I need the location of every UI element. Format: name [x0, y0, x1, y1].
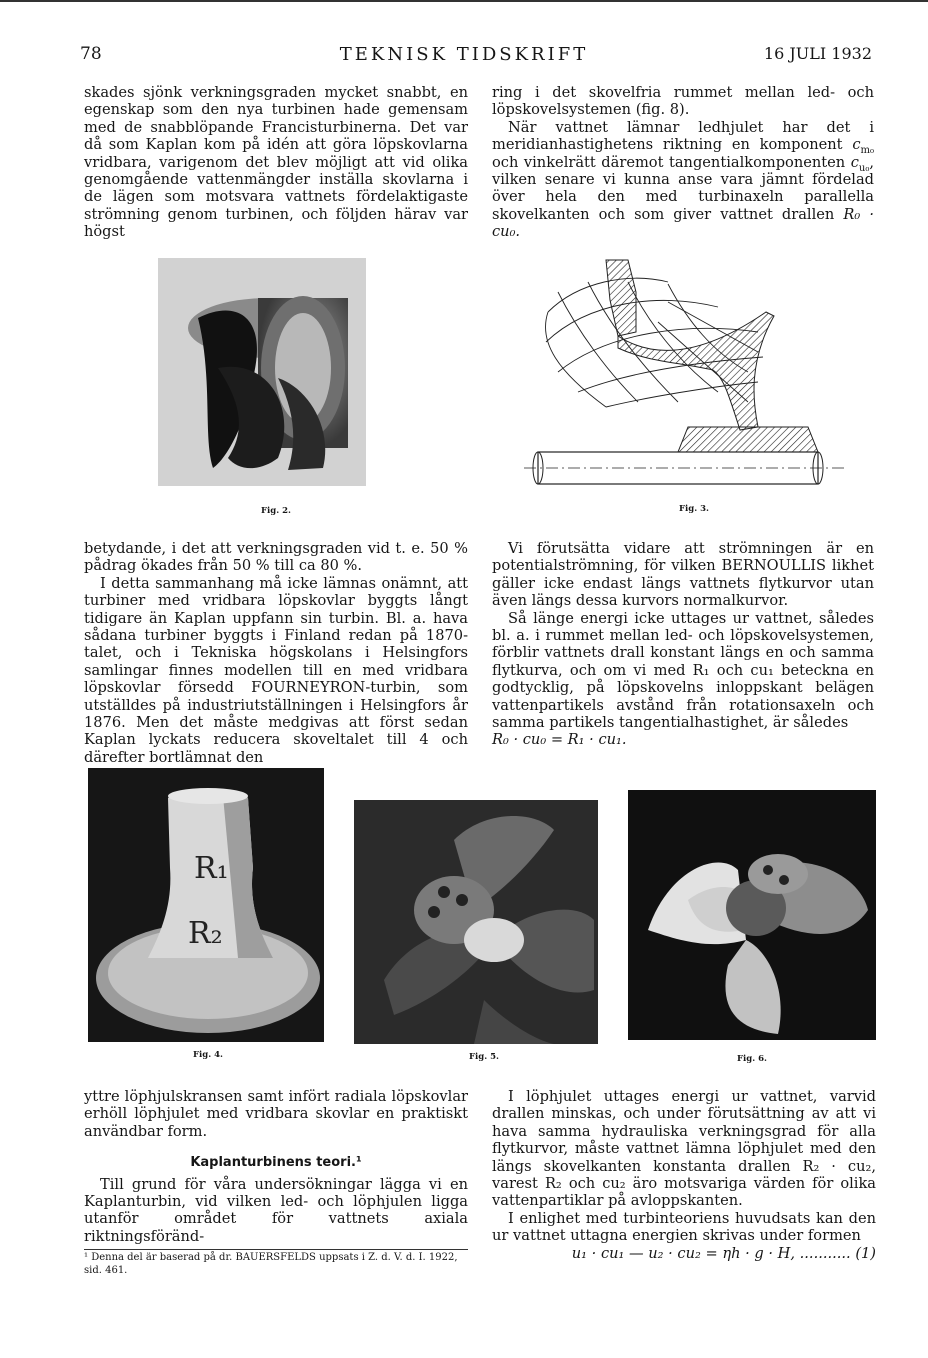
paragraph: Så länge energi icke uttages ur vattnet, således bl. a. i rummet mellan led- och löpskovelsystemen, förblir vattnets drall konstant längs en och samma flytkurva, och om vi med R₁ och cu₁ beteckna en godtycklig, på löpskovelns inloppskant belägen vattenpartikels avstånd från rotationsaxeln och samma partikels tangentialhastighet, är således: [492, 609, 874, 732]
section-heading: Kaplanturbinens teori.¹: [190, 1155, 362, 1171]
fig2-caption: Fig. 2.: [261, 506, 291, 516]
paragraph: yttre löphjulskransen samt infört radiala löpskovlar erhöll löphjulet med vridbara skovlar en praktiskt användbar form.: [84, 1088, 468, 1140]
fig2-photo: [158, 258, 366, 486]
right-column-top: [492, 84, 874, 241]
fig4-label-r1: R₁: [194, 851, 229, 886]
fig4-runner-hub-image: [88, 768, 324, 1042]
left-column-bottom: [84, 1088, 468, 1277]
paragraph: ring i det skovelfria rummet mellan led- och löpskovelsystemen (fig. 8).: [492, 84, 874, 119]
fig3-caption: Fig. 3.: [679, 504, 709, 514]
fig3-turbine-section-drawing: [518, 252, 848, 494]
page-top-rule: [0, 0, 928, 2]
paragraph: skades sjönk verkningsgraden mycket snabbt, en egenskap som den nya turbinen hade gemensam med de snabblöpande Francisturbinerna. Det var då som Kaplan kom på idén att göra löpskovlarna vridbara, varigenom det blev möjligt att vid olika genomgående vattenmängder inställa skovlarna i de lägen som motsvara vattnets fördelaktigaste strömning genom turbinen, och följden härav var högst: [84, 84, 468, 241]
equation-1: u₁ · cu₁ — u₂ · cu₂ = ηh · g · H, ........... (1): [571, 1244, 876, 1262]
fig5-runner-blades-image: [354, 800, 598, 1044]
formula: R₀ · cu₀ = R₁ · cu₁.: [492, 731, 627, 749]
fig5-caption: Fig. 5.: [469, 1052, 499, 1062]
footnote: ¹ Denna del är baserad på dr. BAUERSFELDS uppsats i Z. d. V. d. I. 1922, sid. 461.: [84, 1249, 468, 1277]
right-column-bottom: [492, 1088, 876, 1262]
fig4-photo: [88, 768, 324, 1042]
right-column-middle: [492, 540, 874, 749]
journal-title: TEKNISK TIDSKRIFT: [339, 44, 589, 65]
fig3-diagram: [518, 252, 848, 494]
fig4-caption: Fig. 4.: [193, 1050, 223, 1060]
paragraph: När vattnet lämnar ledhjulet har det i meridianhastighetens riktning en komponent $c_{m_0}$ och vinkelrätt däremot tangentialkomponenten $c_{u_0}$, vilken senare vi kunna anse vara jämnt fördelad över hela den med turbinaxeln parallella skovelkanten och som giver vattnet drallen R₀ · cu₀.: [492, 118, 875, 241]
paragraph: Vi förutsätta vidare att strömningen är en potentialströmning, för vilken BERNOULLIS likhet gäller icke endast längs vattnets flytkurvor utan även längs dessa kurvors normalkurvor.: [492, 540, 874, 610]
issue-date: 16 JULI 1932: [763, 44, 872, 63]
fig4-label-r2: R₂: [188, 916, 223, 951]
left-column-top: [84, 84, 468, 241]
paragraph: Till grund för våra undersökningar lägga vi en Kaplanturbin, vid vilken led- och löphjulen ligga utanför området för vattnets axiala riktningsföränd-: [84, 1175, 468, 1245]
fig5-photo: [354, 800, 598, 1044]
fig6-runner-blades-image: [628, 790, 876, 1040]
paragraph: I detta sammanhang må icke lämnas onämnt, att turbiner med vridbara löpskovlar byggts långt tidigare än Kaplan uppfann sin turbin. Bl. a. hava sådana turbiner byggts i Finland redan på 1870-talet, och i Tekniska högskolans i Helsingfors samlingar finnes modellen till en med vridbara löpskovlar försedd FOURNEYRON-turbin, som utställdes på industriutställningen i Helsingfors år 1876. Men det måste medgivas att först sedan Kaplan lyckats reducera skoveltalet till 4 och därefter bortlämnat den: [84, 574, 468, 766]
fig6-caption: Fig. 6.: [737, 1054, 767, 1064]
paragraph: I enlighet med turbinteoriens huvudsats kan den ur vattnet uttagna energien skrivas under formen: [492, 1209, 876, 1245]
fig2-turbine-image: [158, 258, 366, 486]
left-column-middle: [84, 540, 468, 766]
paragraph: I löphjulet uttages energi ur vattnet, varvid drallen minskas, och under förutsättning av att vi hava samma hydrauliska verkningsgrad för alla flytkurvor, måste vattnet lämna löphjulet med den längs skovelkanten konstanta drallen R₂ · cu₂, varest R₂ och cu₂ äro motsvariga värden för olika vattenpartiklar på avloppskanten.: [492, 1088, 876, 1210]
page-number: 78: [80, 44, 102, 64]
fig6-photo: [628, 790, 876, 1040]
paragraph: betydande, i det att verkningsgraden vid t. e. 50 % pådrag ökades från 50 % till ca 80 %.: [84, 540, 468, 575]
